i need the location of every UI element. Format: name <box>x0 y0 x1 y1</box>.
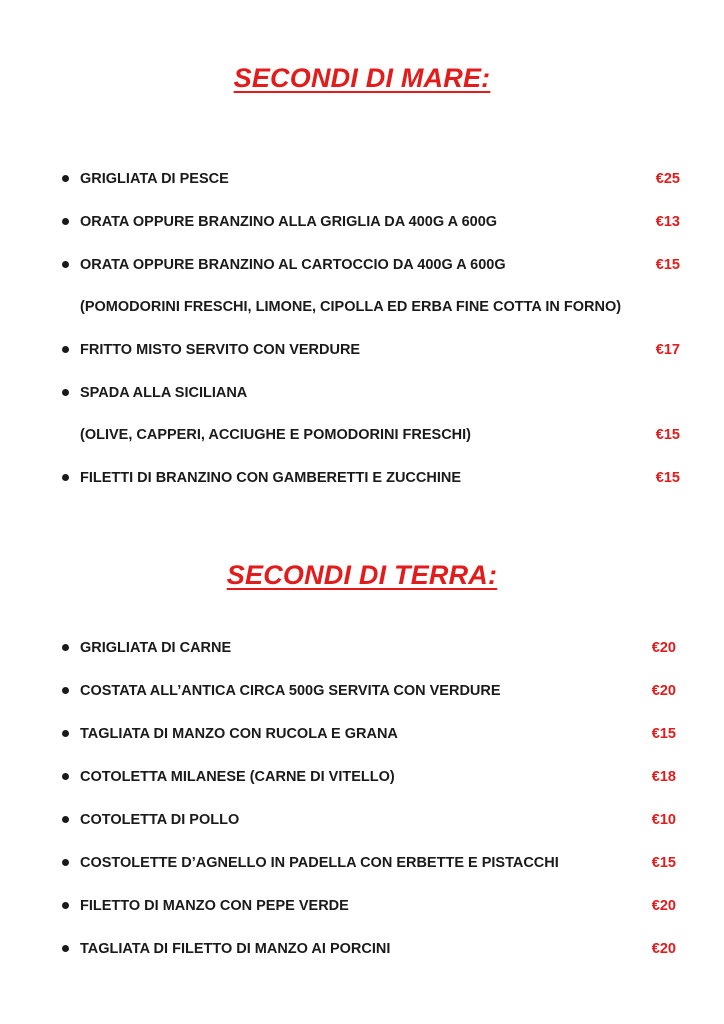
item-description: (OLIVE, CAPPERI, ACCIUGHE E POMODORINI FRESCHI) <box>80 427 471 443</box>
bullet-icon <box>62 389 69 396</box>
bullet-icon <box>62 644 69 651</box>
menu-item <box>60 767 680 787</box>
item-price: €20 <box>651 640 676 656</box>
menu-item <box>60 169 680 189</box>
item-price: €13 <box>655 214 680 230</box>
bullet-icon <box>62 261 69 268</box>
item-name: GRIGLIATA DI PESCE <box>80 171 229 187</box>
bullet-icon <box>62 859 69 866</box>
menu-item <box>60 255 680 275</box>
item-name: ORATA OPPURE BRANZINO ALLA GRIGLIA DA 400G A 600G <box>80 214 498 230</box>
item-name: GRIGLIATA DI CARNE <box>80 640 232 656</box>
item-name: FRITTO MISTO SERVITO CON VERDURE <box>80 342 361 358</box>
item-price: €17 <box>655 342 680 358</box>
item-name: TAGLIATA DI MANZO CON RUCOLA E GRANA <box>80 726 398 742</box>
bullet-icon <box>62 175 69 182</box>
item-name: ORATA OPPURE BRANZINO AL CARTOCCIO DA 400G A 600G <box>80 257 506 273</box>
menu-item <box>60 939 680 959</box>
item-price: €20 <box>651 683 676 699</box>
menu-item <box>60 896 680 916</box>
bullet-icon <box>62 218 69 225</box>
item-name: COTOLETTA MILANESE (CARNE DI VITELLO) <box>80 769 395 785</box>
menu-item-description <box>60 297 680 317</box>
menu-item <box>60 810 680 830</box>
item-name: FILETTI DI BRANZINO CON GAMBERETTI E ZUCCHINE <box>80 470 462 486</box>
item-price: €15 <box>655 427 680 443</box>
bullet-icon <box>62 945 69 952</box>
menu-item <box>60 681 680 701</box>
menu-item <box>60 638 680 658</box>
section-title-terra: SECONDI DI TERRA: <box>226 560 498 590</box>
item-price: €20 <box>651 941 676 957</box>
item-name: COSTOLETTE D’AGNELLO IN PADELLA CON ERBETTE E PISTACCHI <box>80 855 559 871</box>
item-name: SPADA ALLA SICILIANA <box>80 385 248 401</box>
item-price: €25 <box>655 171 680 187</box>
item-name: TAGLIATA DI FILETTO DI MANZO AI PORCINI <box>80 941 391 957</box>
bullet-icon <box>62 773 69 780</box>
item-price: €15 <box>655 470 680 486</box>
item-description: (POMODORINI FRESCHI, LIMONE, CIPOLLA ED ERBA FINE COTTA IN FORNO) <box>80 299 622 315</box>
menu-item <box>60 340 680 360</box>
bullet-icon <box>62 816 69 823</box>
menu-item <box>60 853 680 873</box>
item-price: €15 <box>651 855 676 871</box>
item-name: FILETTO DI MANZO CON PEPE VERDE <box>80 898 349 914</box>
item-price: €20 <box>651 898 676 914</box>
item-price: €10 <box>651 812 676 828</box>
bullet-icon <box>62 687 69 694</box>
bullet-icon <box>62 474 69 481</box>
menu-item <box>60 468 680 488</box>
item-name: COTOLETTA DI POLLO <box>80 812 240 828</box>
item-name: COSTATA ALL’ANTICA CIRCA 500G SERVITA CON VERDURE <box>80 683 501 699</box>
section-title-mare: SECONDI DI MARE: <box>233 63 491 93</box>
item-price: €18 <box>651 769 676 785</box>
menu-item <box>60 383 680 403</box>
item-price: €15 <box>655 257 680 273</box>
bullet-icon <box>62 902 69 909</box>
bullet-icon <box>62 730 69 737</box>
menu-item <box>60 212 680 232</box>
bullet-icon <box>62 346 69 353</box>
item-price: €15 <box>651 726 676 742</box>
menu-item <box>60 724 680 744</box>
menu-item-description <box>60 425 680 445</box>
